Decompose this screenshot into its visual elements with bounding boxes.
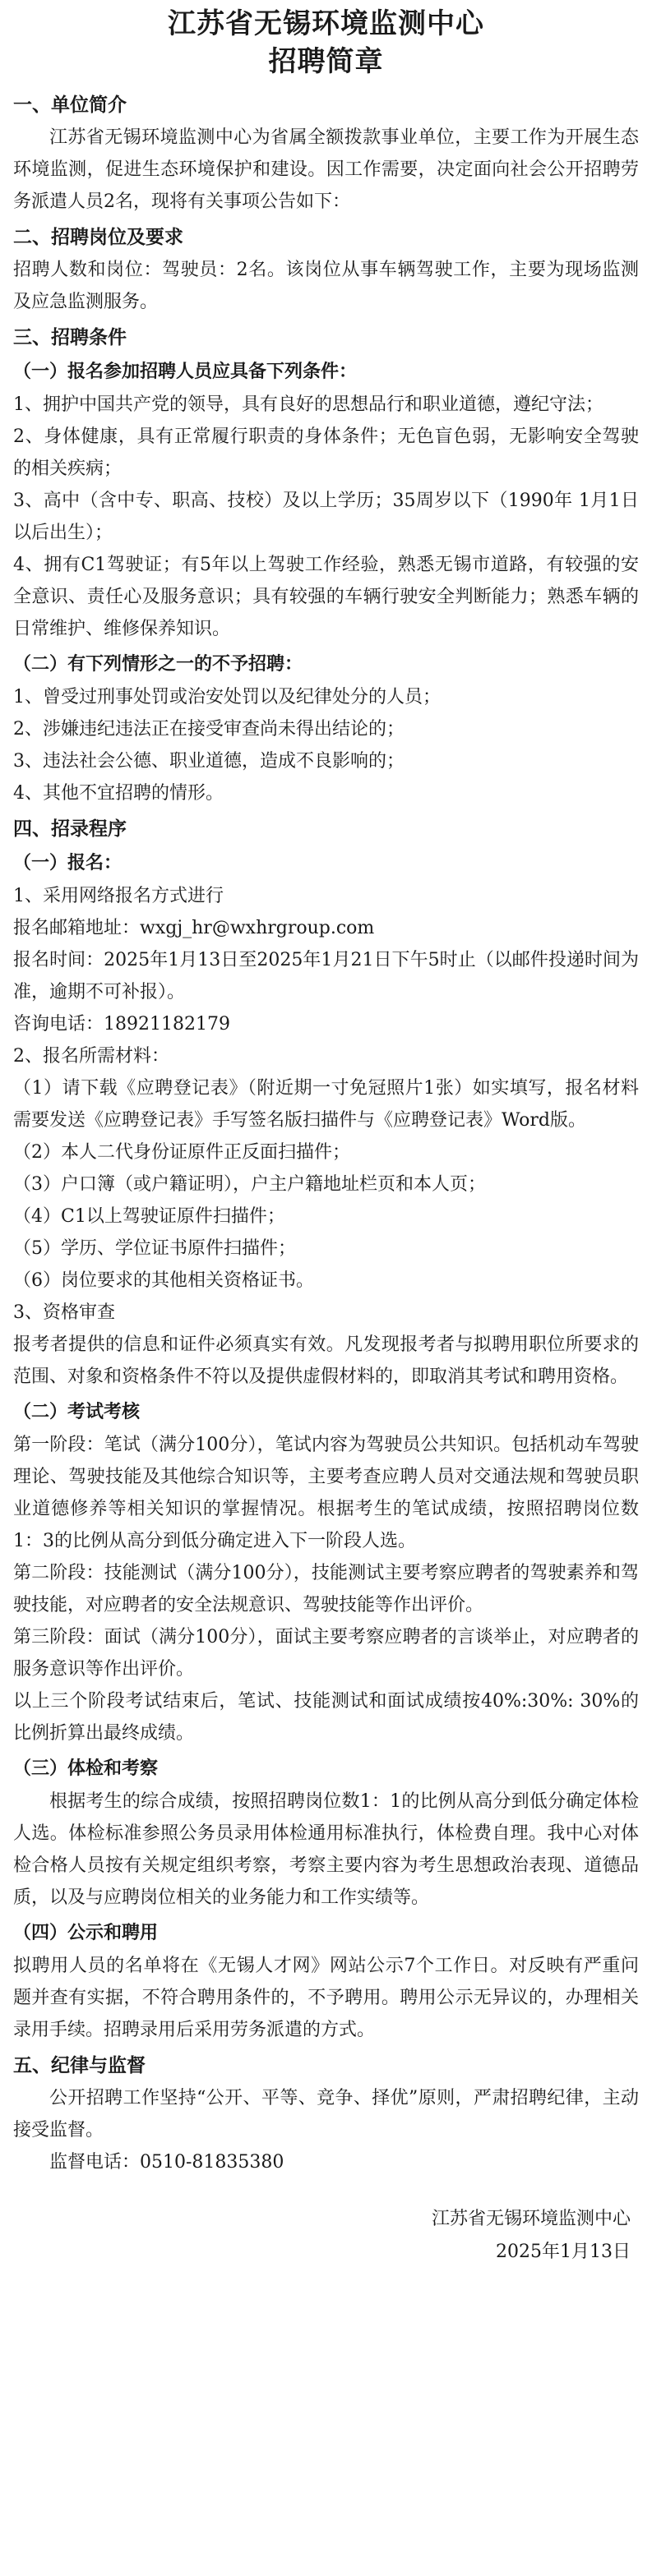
procedure-subheading-exam: （二）考试考核 xyxy=(13,1401,141,1422)
section-heading-unit-intro: 一、单位简介 xyxy=(13,94,127,116)
procedure-subheading-publicity: （四）公示和聘用 xyxy=(13,1922,159,1943)
material-item: （4）C1以上驾驶证原件扫描件； xyxy=(13,1206,285,1227)
material-item: （5）学历、学位证书原件扫描件； xyxy=(13,1238,296,1259)
material-item: （2）本人二代身份证原件正反面扫描件； xyxy=(13,1142,350,1163)
exam-stage-paragraph: 第二阶段：技能测试（满分100分），技能测试主要考察应聘者的驾驶素养和驾驶技能，对应聘者的安全法规意识、驾驶技能等作出评价。 xyxy=(13,1563,639,1615)
exclusion-item: 1、曾受过刑事处罚或治安处罚以及纪律处分的人员； xyxy=(13,687,441,707)
document-title: 江苏省无锡环境监测中心 xyxy=(168,7,484,40)
condition-item: 3、高中（含中专、职高、技校）及以上学历；35周岁以下（1990年 1月1日以后出生）； xyxy=(13,491,639,543)
exam-stage-paragraph: 第一阶段：笔试（满分100分），笔试内容为驾驶员公共知识。包括机动车驾驶理论、驾驶技能及其他综合知识等，主要考查应聘人员对交通法规和驾驶员职业道德修养等相关知识的掌握情况。根据考生的笔试成绩，按照招聘岗位数1：3的比例从高分到低分确定进入下一阶段人选。 xyxy=(13,1435,639,1551)
procedure-subheading-medical: （三）体检和考察 xyxy=(13,1758,159,1779)
registration-time: 报名时间：2025年1月13日至2025年1月21日下午5时止（以邮件投递时间为准，逾期不可补报）。 xyxy=(13,950,639,1002)
section-heading-discipline: 五、纪律与监督 xyxy=(13,2055,146,2076)
supervision-phone: 监督电话：0510-81835380 xyxy=(49,2152,284,2173)
procedure-subheading-registration: （一）报名： xyxy=(13,852,123,873)
exam-stage-paragraph: 第三阶段：面试（满分100分），面试主要考察应聘者的言谈举止，对应聘者的服务意识等作出评价。 xyxy=(13,1627,639,1680)
registration-line: 1、采用网络报名方式进行 xyxy=(13,886,224,906)
material-item: （6）岗位要求的其他相关资格证书。 xyxy=(13,1270,314,1291)
condition-item: 4、拥有C1驾驶证；有5年以上驾驶工作经验，熟悉无锡市道路，有较强的安全意识、责任心及服务意识；具有较强的车辆行驶安全判断能力；熟悉车辆的日常维护、维修保养知识。 xyxy=(13,555,639,639)
discipline-paragraph: 公开招聘工作坚持“公开、平等、竞争、择优”原则，严肃招聘纪律，主动接受监督。 xyxy=(13,2088,639,2141)
condition-item: 2、身体健康，具有正常履行职责的身体条件；无色盲色弱，无影响安全驾驶的相关疾病； xyxy=(13,426,639,479)
unit-intro-paragraph: 江苏省无锡环境监测中心为省属全额拨款事业单位，主要工作为开展生态环境监测，促进生态环境保护和建设。因工作需要，决定面向社会公开招聘劳务派遣人员2名，现将有关事项公告如下： xyxy=(13,127,639,212)
document-subtitle: 招聘简章 xyxy=(268,45,384,78)
signature-block xyxy=(13,2203,639,2269)
section-heading-positions: 二、招聘岗位及要求 xyxy=(13,227,183,248)
medical-paragraph: 根据考生的综合成绩，按照招聘岗位数1：1的比例从高分到低分确定体检人选。体检标准参照公务员录用体检通用标准执行，体检费自理。我中心对体检合格人员按有关规定组织考察，考察主要内容为考生思想政治表现、道德品质，以及与应聘岗位相关的业务能力和工作实绩等。 xyxy=(13,1791,639,1908)
section-heading-conditions: 三、招聘条件 xyxy=(13,327,127,348)
publicity-paragraph: 拟聘用人员的名单将在《无锡人才网》网站公示7个工作日。对反映有严重问题并查有实据，不符合聘用条件的，不予聘用。聘用公示无异议的，办理相关录用手续。招聘录用后采用劳务派遣的方式。 xyxy=(13,1956,639,2040)
exclusion-item: 2、涉嫌违纪违法正在接受审查尚未得出结论的； xyxy=(13,719,405,740)
registration-line: 3、资格审查 xyxy=(13,1302,115,1323)
exclusion-item: 3、违法社会公德、职业道德，造成不良影响的； xyxy=(13,751,405,772)
section-heading-procedure: 四、招录程序 xyxy=(13,818,127,840)
exclusion-item: 4、其他不宜招聘的情形。 xyxy=(13,783,224,804)
signature-organization: 江苏省无锡环境监测中心 xyxy=(431,2209,631,2229)
positions-paragraph: 招聘人数和岗位：驾驶员：2名。该岗位从事车辆驾驶工作，主要为现场监测及应急监测服务。 xyxy=(13,260,639,312)
registration-phone: 咨询电话：18921182179 xyxy=(13,1014,230,1035)
qualification-review-paragraph: 报考者提供的信息和证件必须真实有效。凡发现报考者与拟聘用职位所要求的范围、对象和资格条件不符以及提供虚假材料的，即取消其考试和聘用资格。 xyxy=(13,1334,639,1387)
material-item: （1）请下载《应聘登记表》（附近期一寸免冠照片1张）如实填写，报名材料需要发送《应聘登记表》手写签名版扫描件与《应聘登记表》Word版。 xyxy=(13,1078,639,1131)
registration-line: 2、报名所需材料： xyxy=(13,1046,169,1067)
registration-email: 报名邮箱地址：wxgj_hr@wxhrgroup.com xyxy=(13,918,375,938)
conditions-subheading-excluded: （二）有下列情形之一的不予招聘： xyxy=(13,653,303,675)
condition-item: 1、拥护中国共产党的领导，具有良好的思想品行和职业道德，遵纪守法； xyxy=(13,394,603,415)
conditions-subheading-required: （一）报名参加招聘人员应具备下列条件： xyxy=(13,361,358,382)
signature-date: 2025年1月13日 xyxy=(496,2242,631,2262)
exam-weighting-paragraph: 以上三个阶段考试结束后，笔试、技能测试和面试成绩按40%:30%: 30%的比例折算出最终成绩。 xyxy=(13,1691,639,1744)
material-item: （3）户口簿（或户籍证明），户主户籍地址栏页和本人页； xyxy=(13,1174,486,1195)
